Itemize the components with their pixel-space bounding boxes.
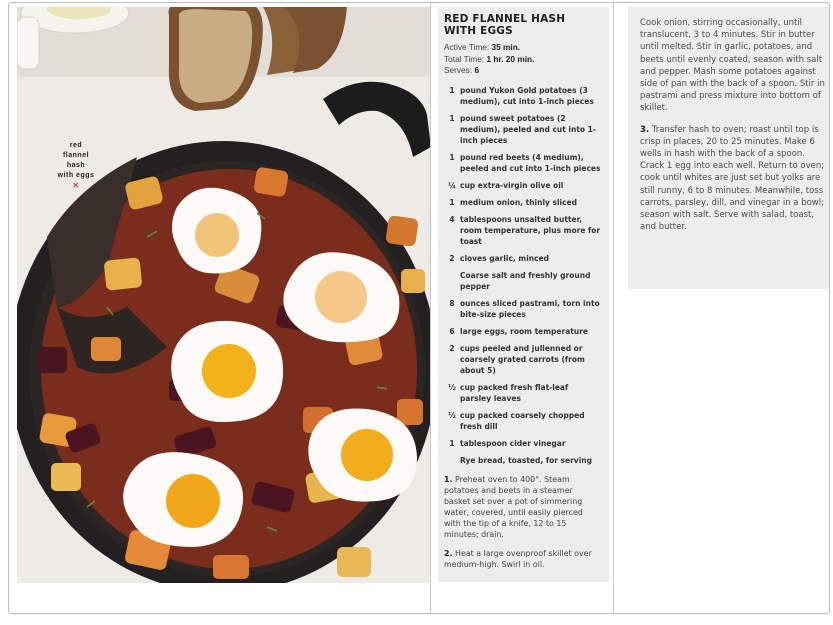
total-time: [444, 54, 601, 66]
ingredient-text: Rye bread, toasted, for serving: [460, 455, 592, 465]
list-item: [444, 298, 601, 320]
ingredient-text: pound Yukon Gold potatoes (3 medium), cut into 1-inch pieces: [460, 85, 594, 106]
ingredient-qty: 4: [449, 214, 455, 224]
ingredient-text: cup packed coarsely chopped fresh dill: [460, 410, 585, 431]
list-item: [444, 326, 601, 337]
column-divider: [613, 3, 614, 613]
list-item: [444, 152, 601, 174]
photo-caption-text: red flannel hash with eggs: [57, 142, 95, 179]
ingredient-qty: 8: [449, 298, 455, 308]
ingredient-qty: [444, 270, 460, 292]
ingredient-text: cup extra-virgin olive oil: [460, 180, 564, 190]
serves-value: 6: [474, 65, 480, 75]
ingredient-qty: 1: [449, 152, 455, 162]
ingredient-qty: ¼: [448, 180, 456, 190]
ingredient-qty: ½: [448, 410, 456, 420]
ingredient-text: tablespoon cider vinegar: [460, 438, 566, 448]
list-item: [444, 214, 601, 247]
active-time: [444, 42, 601, 54]
magazine-spread: [8, 2, 830, 614]
step-text: Heat a large ovenproof skillet over medium-high. Swirl in oil.: [444, 548, 592, 569]
step-text: Cook onion, stirring occasionally, until translucent, 3 to 4 minutes. Stir in butter until melted. Stir in garlic, potatoes, and beets until evenly coated; season with salt and pepper. Mash some potatoes against side of pan with the back of a spoon. Stir in pastrami and press mixture into bottom of skillet.: [640, 18, 825, 114]
ingredient-qty: ½: [448, 382, 456, 392]
list-item: [444, 343, 601, 376]
ingredients-column: [438, 7, 609, 582]
list-item: [444, 438, 601, 449]
list-item: [444, 253, 601, 264]
instructions-column: [628, 7, 830, 289]
list-item: [444, 85, 601, 107]
ingredient-qty: 2: [449, 343, 455, 353]
step-2-continued: [640, 17, 827, 115]
skillet-illustration: [17, 7, 431, 583]
step-text: Preheat oven to 400°. Steam potatoes and beets in a steamer basket set over a pot of simmering water, covered, until easily pierced with the tip of a knife, 12 to 15 minutes; drain.: [444, 474, 583, 539]
active-time-value: 35 min.: [491, 42, 521, 52]
ingredient-list: [444, 85, 601, 466]
ingredient-text: ounces sliced pastrami, torn into bite-size pieces: [460, 298, 600, 319]
ingredient-text: cup packed fresh flat-leaf parsley leaves: [460, 382, 569, 403]
serves-label: Serves:: [444, 65, 473, 75]
caption-mark-icon: ✕: [72, 181, 80, 190]
ingredient-qty: 6: [449, 326, 455, 336]
step-number: 1.: [444, 474, 453, 484]
step-text: Transfer hash to oven; roast until top is crisp in places, 20 to 25 minutes. Make 6 wells in hash with the back of a spoon. Crack 1 egg into each well. Return to oven; cook until whites are just set but yolks are still runny, 6 to 8 minutes. Meanwhile, toss carrots, parsley, dill, and vinegar in a bowl; season with salt. Serve with salad, toast, and butter.: [640, 124, 825, 233]
hash-skillet-photo: [17, 7, 431, 583]
ingredient-text: cups peeled and julienned or coarsely grated carrots (from about 5): [460, 343, 585, 375]
list-item: [444, 270, 601, 292]
active-time-label: Active Time:: [444, 42, 490, 52]
ingredient-qty: 1: [449, 85, 455, 95]
step-1: [444, 474, 601, 540]
list-item: [444, 455, 601, 466]
ingredient-text: tablespoons unsalted butter, room temperature, plus more for toast: [460, 214, 601, 246]
ingredient-text: large eggs, room temperature: [460, 326, 588, 336]
list-item: [444, 382, 601, 404]
list-item: [444, 197, 601, 208]
recipe-title: RED FLANNEL HASH WITH EGGS: [444, 13, 566, 37]
ingredient-text: pound sweet potatoes (2 medium), peeled and cut into 1-inch pieces: [460, 113, 597, 145]
total-time-value: 1 hr. 20 min.: [486, 53, 535, 64]
photo-caption: [44, 141, 108, 191]
ingredient-text: Coarse salt and freshly ground pepper: [460, 270, 591, 291]
ingredient-qty: 1: [449, 197, 455, 207]
step-number: 3.: [640, 124, 650, 135]
ingredient-text: medium onion, thinly sliced: [460, 197, 578, 207]
step-3: [640, 124, 827, 234]
ingredient-text: pound red beets (4 medium), peeled and cut into 1-inch pieces: [460, 152, 601, 173]
step-2: [444, 548, 601, 570]
recipe-meta: [444, 42, 601, 77]
list-item: [444, 410, 601, 432]
total-time-label: Total Time:: [444, 53, 485, 64]
ingredient-text: cloves garlic, minced: [460, 253, 550, 263]
column-divider: [430, 3, 431, 613]
step-number: 2.: [444, 548, 453, 558]
ingredient-qty: [444, 455, 460, 466]
list-item: [444, 113, 601, 146]
ingredient-qty: 2: [449, 253, 455, 263]
ingredient-qty: 1: [449, 113, 455, 123]
list-item: [444, 180, 601, 191]
ingredient-qty: 1: [449, 438, 455, 448]
serves: [444, 65, 601, 77]
